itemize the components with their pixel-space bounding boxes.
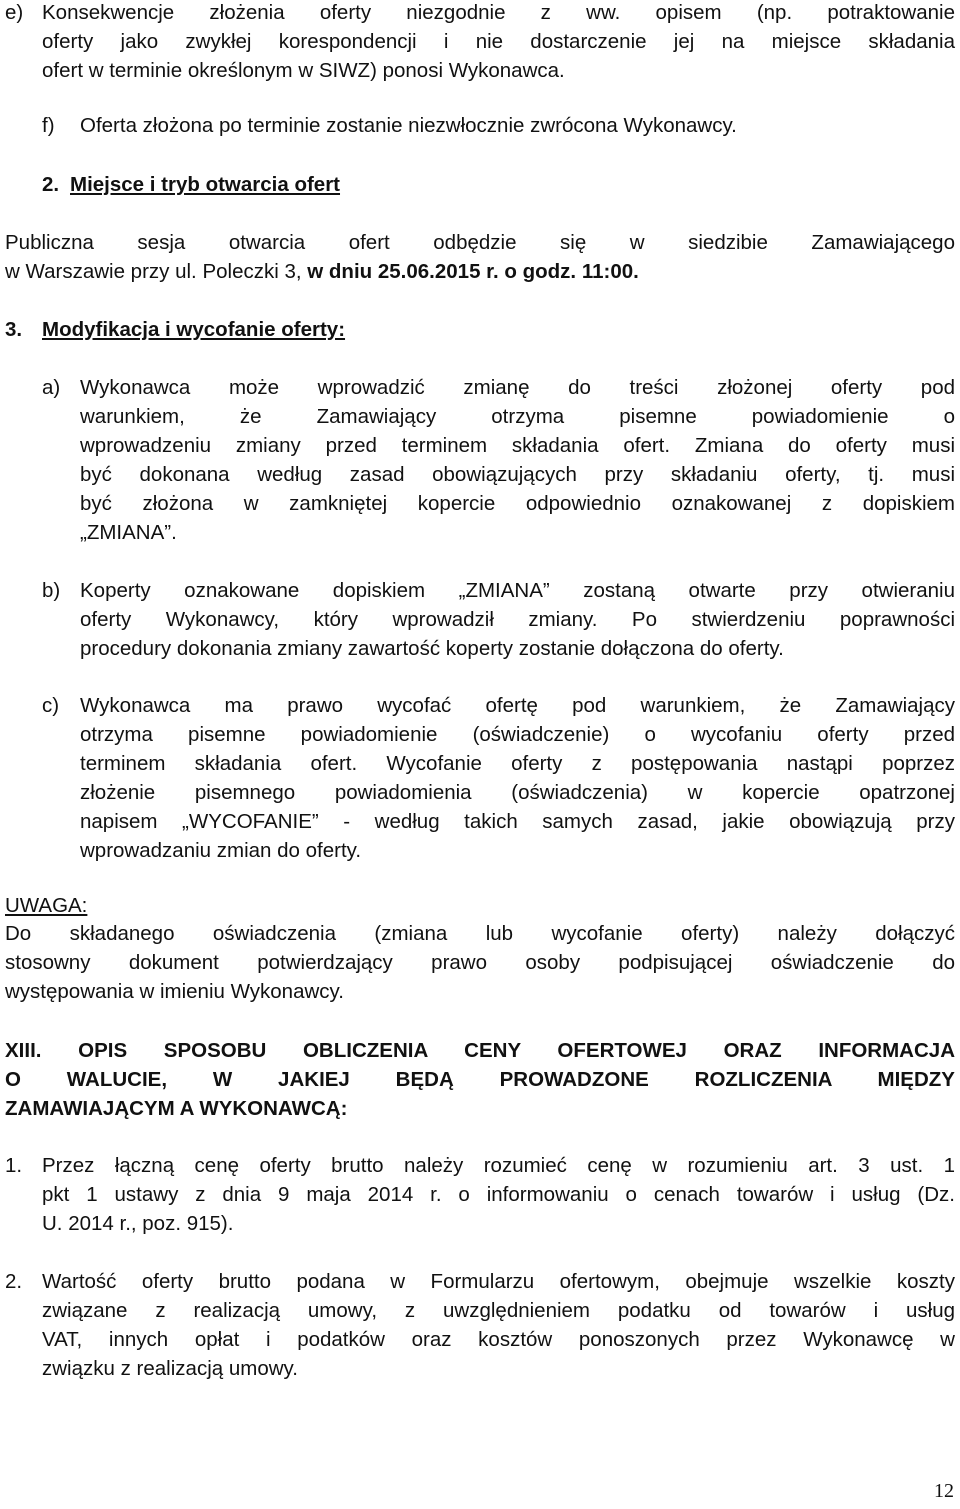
- section-3-number: 3.: [5, 318, 23, 341]
- item-e-line-2: oferty jako zwykłej korespondencji i nie dostarczenie jej na miejsce składania: [42, 30, 955, 53]
- numbered-item-2-line-4: związku z realizacją umowy.: [42, 1357, 298, 1380]
- page-number: 12: [934, 1480, 954, 1502]
- numbered-item-2-marker: 2.: [5, 1270, 23, 1293]
- item-b-line-2: oferty Wykonawcy, który wprowadził zmiany. Po stwierdzeniu poprawności: [80, 608, 955, 631]
- chapter-xiii-heading-line-1: XIII. OPIS SPOSOBU OBLICZENIA CENY OFERTOWEJ ORAZ INFORMACJA: [5, 1039, 955, 1062]
- note-label: UWAGA:: [5, 894, 88, 917]
- note-line-2: stosowny dokument potwierdzający prawo osoby podpisującej oświadczenie do: [5, 951, 955, 974]
- numbered-item-2-line-1: Wartość oferty brutto podana w Formularzu ofertowym, obejmuje wszelkie koszty: [42, 1270, 955, 1293]
- section-2-date-time: w dniu 25.06.2015 r. o godz. 11:00.: [307, 260, 639, 283]
- item-c-line-2: otrzyma pisemne powiadomienie (oświadczenie) o wycofaniu oferty przed: [80, 723, 955, 746]
- numbered-item-1-line-1: Przez łączną cenę oferty brutto należy rozumieć cenę w rozumieniu art. 3 ust. 1: [42, 1154, 955, 1177]
- item-f-text: Oferta złożona po terminie zostanie niezwłocznie zwrócona Wykonawcy.: [80, 114, 737, 137]
- chapter-xiii-heading-line-3: ZAMAWIAJĄCYM A WYKONAWCĄ:: [5, 1097, 348, 1120]
- item-marker-b: b): [42, 579, 61, 602]
- item-marker-f: f): [42, 114, 55, 137]
- numbered-item-1-marker: 1.: [5, 1154, 23, 1177]
- item-marker-e: e): [5, 1, 24, 24]
- item-c-line-5: napisem „WYCOFANIE” - według takich samych zasad, jakie obowiązują przy: [80, 810, 955, 833]
- section-3-title: Modyfikacja i wycofanie oferty:: [42, 318, 346, 341]
- item-c-line-4: złożenie pisemnego powiadomienia (oświadczenia) w kopercie opatrzonej: [80, 781, 955, 804]
- item-e-line-3: ofert w terminie określonym w SIWZ) ponosi Wykonawca.: [42, 59, 565, 82]
- item-a-line-3: wprowadzeniu zmiany przed terminem składania ofert. Zmiana do oferty musi: [80, 434, 955, 457]
- section-2-line-1: Publiczna sesja otwarcia ofert odbędzie się w siedzibie Zamawiającego: [5, 231, 955, 254]
- item-marker-c: c): [42, 694, 60, 717]
- numbered-item-2-line-3: VAT, innych opłat i podatków oraz kosztów ponoszonych przez Wykonawcę w: [42, 1328, 955, 1351]
- item-a-line-1: Wykonawca może wprowadzić zmianę do treści złożonej oferty pod: [80, 376, 955, 399]
- section-2-line-2: [5, 257, 639, 286]
- item-a-line-4: być dokonana według zasad obowiązujących przy składaniu oferty, tj. musi: [80, 463, 955, 486]
- numbered-item-1-line-2: pkt 1 ustawy z dnia 9 maja 2014 r. o informowaniu o cenach towarów i usług (Dz.: [42, 1183, 955, 1206]
- item-marker-a: a): [42, 376, 61, 399]
- section-2-line-2-plain: w Warszawie przy ul. Poleczki 3,: [5, 260, 308, 283]
- chapter-xiii-heading-line-2: O WALUCIE, W JAKIEJ BĘDĄ PROWADZONE ROZLICZENIA MIĘDZY: [5, 1068, 955, 1091]
- item-c-line-6: wprowadzaniu zmian do oferty.: [80, 839, 362, 862]
- item-b-line-1: Koperty oznakowane dopiskiem „ZMIANA” zostaną otwarte przy otwieraniu: [80, 579, 955, 602]
- section-2-title: Miejsce i tryb otwarcia ofert: [70, 173, 341, 196]
- item-e-line-1: Konsekwencje złożenia oferty niezgodnie z ww. opisem (np. potraktowanie: [42, 1, 955, 24]
- item-c-line-1: Wykonawca ma prawo wycofać ofertę pod warunkiem, że Zamawiający: [80, 694, 955, 717]
- item-c-line-3: terminem składania ofert. Wycofanie oferty z postępowania nastąpi poprzez: [80, 752, 955, 775]
- item-a-line-6: „ZMIANA”.: [80, 521, 177, 544]
- numbered-item-2-line-2: związane z realizacją umowy, z uwzględnieniem podatku od towarów i usług: [42, 1299, 955, 1322]
- section-2-number: 2.: [42, 173, 60, 196]
- numbered-item-1-line-3: U. 2014 r., poz. 915).: [42, 1212, 234, 1235]
- item-a-line-2: warunkiem, że Zamawiający otrzyma pisemne powiadomienie o: [80, 405, 955, 428]
- note-line-1: Do składanego oświadczenia (zmiana lub wycofanie oferty) należy dołączyć: [5, 922, 955, 945]
- item-a-line-5: być złożona w zamkniętej kopercie odpowiednio oznakowanej z dopiskiem: [80, 492, 955, 515]
- note-line-3: występowania w imieniu Wykonawcy.: [5, 980, 344, 1003]
- item-b-line-3: procedury dokonania zmiany zawartość koperty zostanie dołączona do oferty.: [80, 637, 784, 660]
